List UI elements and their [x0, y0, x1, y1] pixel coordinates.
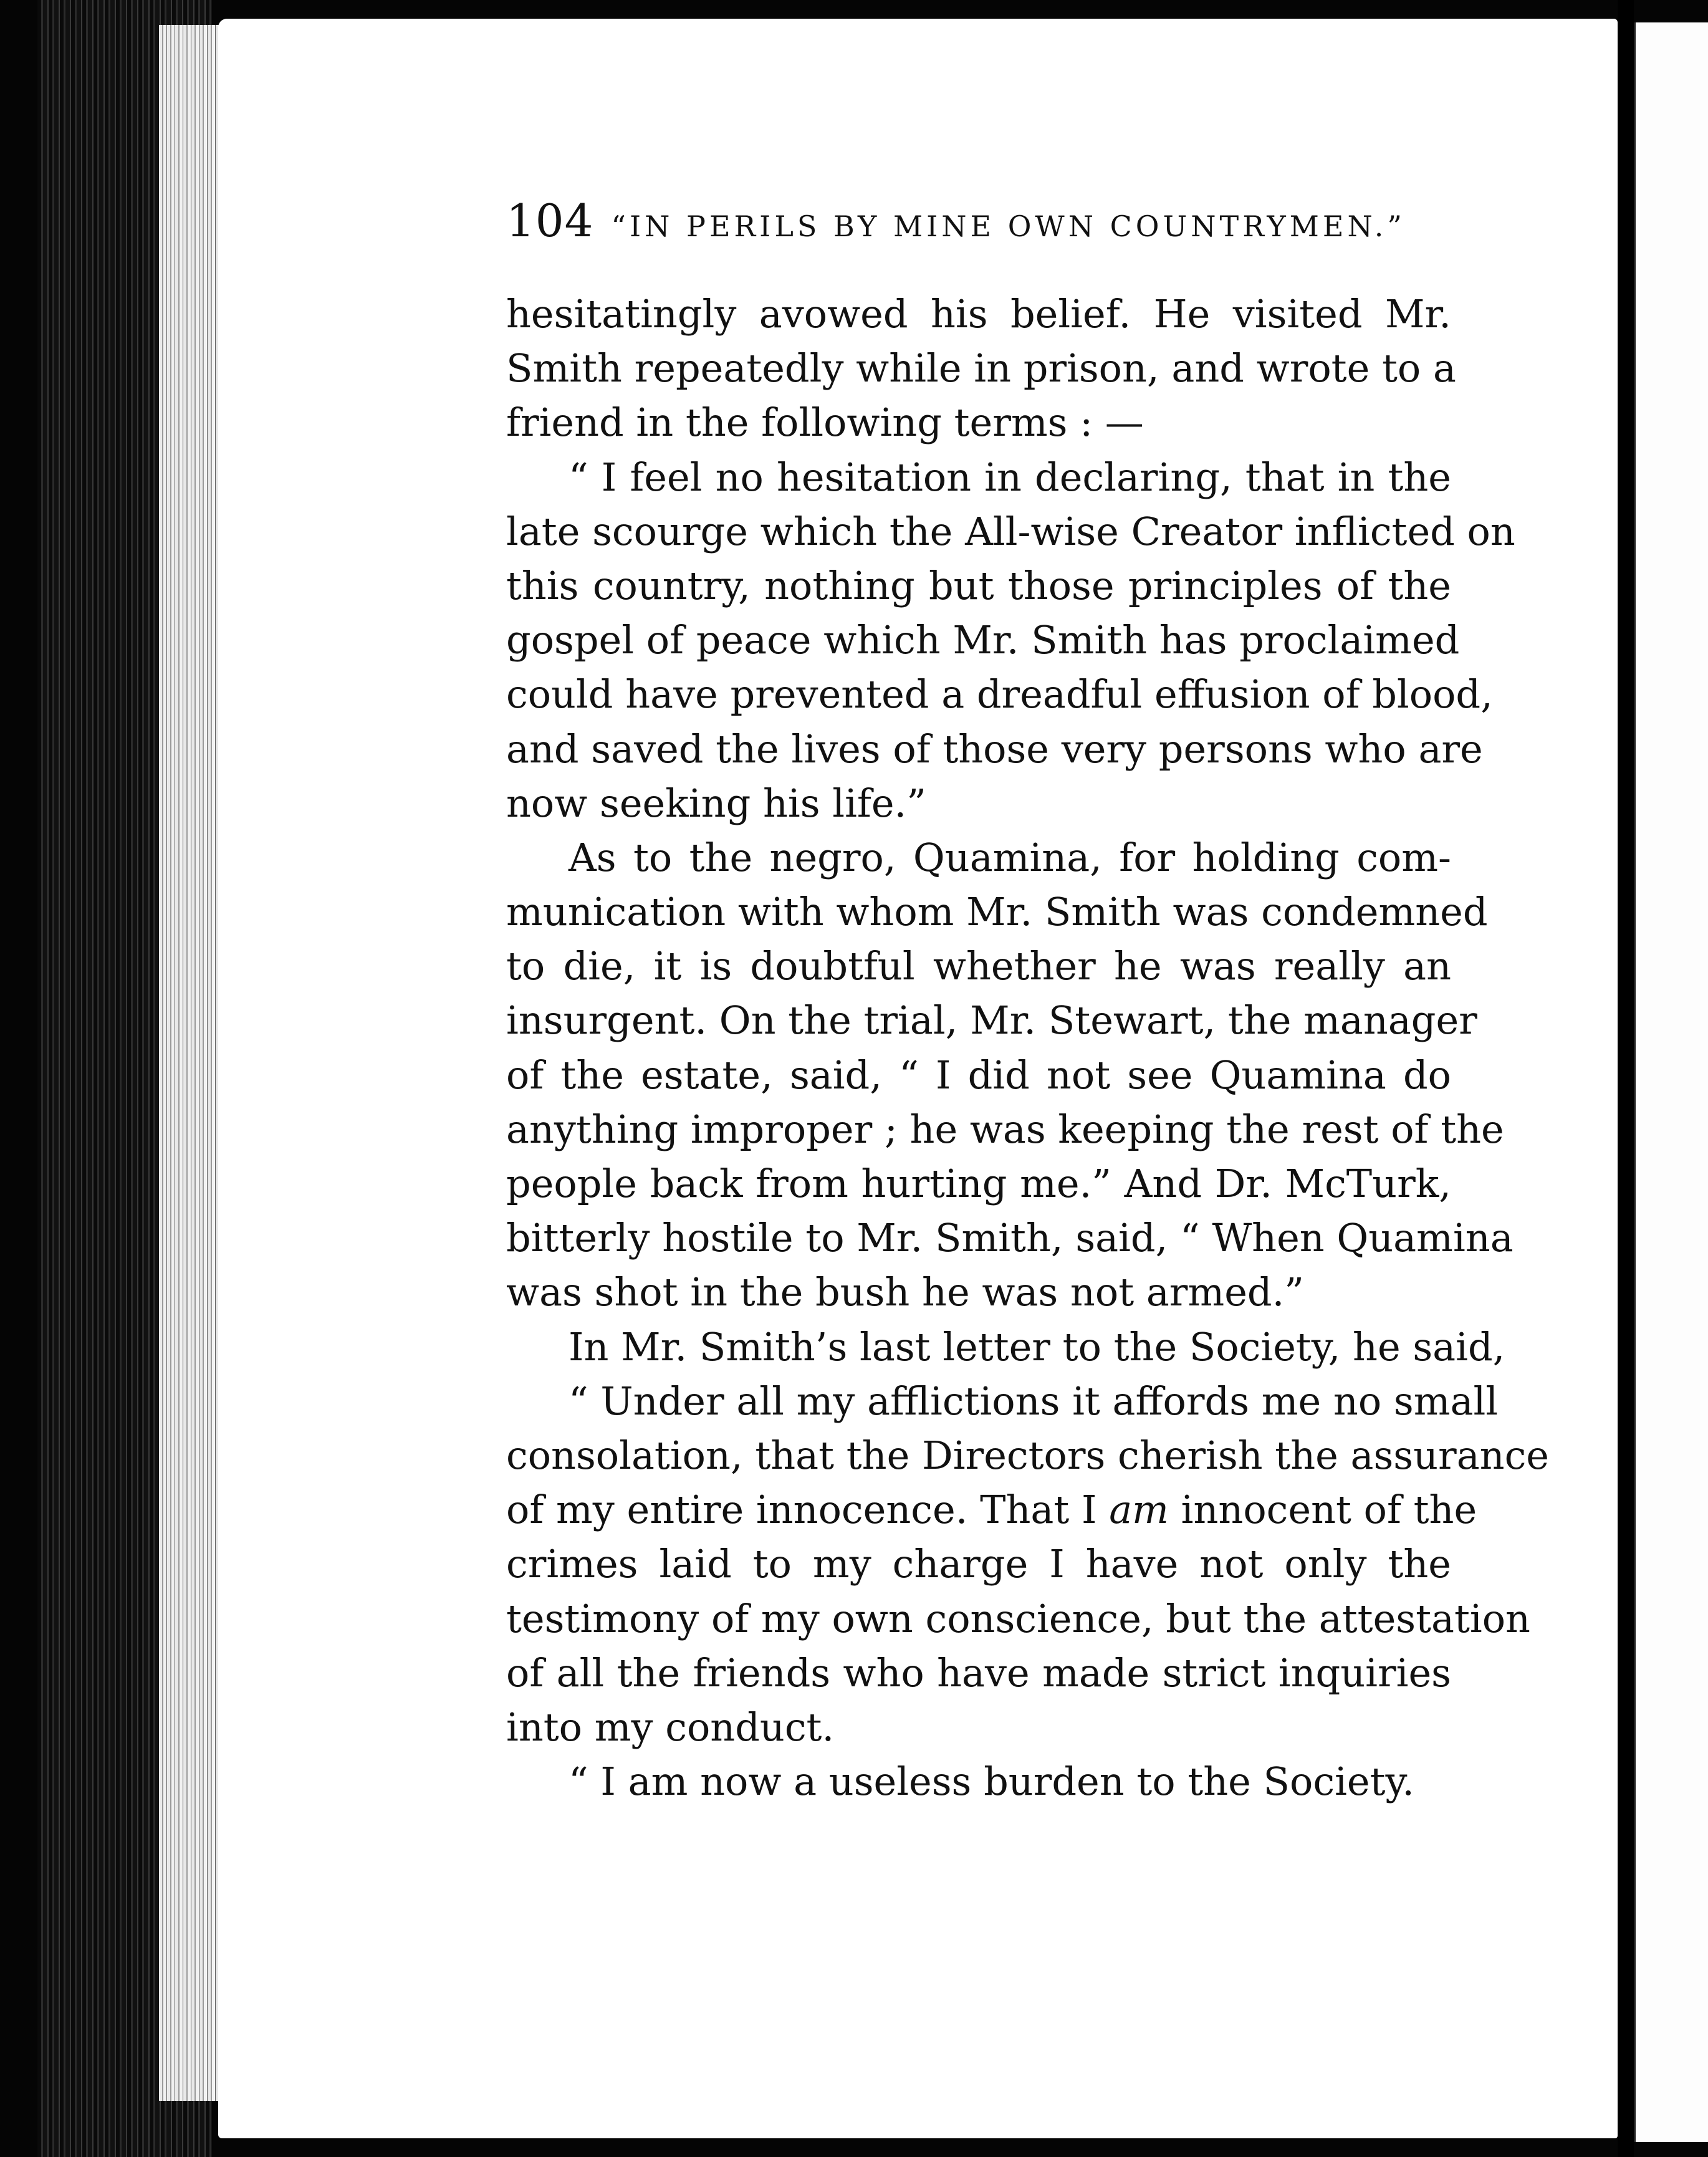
text-line: this country, nothing but those principles of the [506, 562, 1451, 608]
text-line: In Mr. Smith’s last letter to the Society, he said, [569, 1324, 1505, 1370]
text-line: munication with whom Mr. Smith was condemned [506, 889, 1488, 935]
text-line [506, 1482, 1477, 1537]
text-line: testimony of my own conscience, but the attestation [506, 1595, 1530, 1641]
text-line: gospel of peace which Mr. Smith has proclaimed [506, 617, 1460, 663]
text-line: “ I am now a useless burden to the Society. [569, 1759, 1415, 1805]
text-line: late scourge which the All-wise Creator inflicted on [506, 508, 1515, 554]
text-line: now seeking his life.” [506, 780, 926, 826]
text-line: “ Under all my afflictions it affords me no small [569, 1378, 1499, 1424]
running-title: “IN PERILS BY MINE OWN COUNTRYMEN.” [611, 209, 1406, 243]
text-line: Smith repeatedly while in prison, and wrote to a [506, 345, 1456, 392]
italic-word: am [1109, 1487, 1169, 1533]
text-line: anything improper ; he was keeping the rest of the [506, 1106, 1504, 1152]
text-line: consolation, that the Directors cherish the assurance [506, 1432, 1550, 1478]
text-line: of all the friends who have made strict inquiries [506, 1650, 1451, 1696]
text-line: could have prevented a dreadful effusion of blood, [506, 671, 1493, 718]
page-number: 104 [506, 195, 594, 247]
text-line: “ I feel no hesitation in declaring, that in the [569, 454, 1451, 500]
body-text [506, 287, 1550, 1809]
text-line: insurgent. On the trial, Mr. Stewart, the manager [506, 997, 1477, 1044]
text-run: of my entire innocence. That I [506, 1487, 1110, 1533]
text-line: friend in the following terms : — [506, 400, 1144, 446]
text-line: bitterly hostile to Mr. Smith, said, “ When Quamina [506, 1215, 1514, 1261]
text-run: innocent of the [1168, 1487, 1477, 1533]
text-line: As to the negro, Quamina, for holding com- [569, 834, 1451, 880]
facing-page [1634, 22, 1708, 2142]
text-line: was shot in the bush he was not armed.” [506, 1269, 1304, 1315]
running-header [506, 195, 1406, 251]
text-line: people back from hurting me.” And Dr. McTurk, [506, 1161, 1451, 1206]
text-line: crimes laid to my charge I have not only the [506, 1541, 1451, 1587]
text-line: to die, it is doubtful whether he was really an [506, 943, 1451, 989]
book-gutter [1618, 0, 1634, 2157]
text-line: and saved the lives of those very persons who are [506, 726, 1483, 772]
text-line: into my conduct. [506, 1704, 835, 1750]
page-edges [159, 25, 228, 2101]
text-line: of the estate, said, “ I did not see Quamina do [506, 1052, 1451, 1098]
text-line: hesitatingly avowed his belief. He visited Mr. [506, 291, 1451, 337]
